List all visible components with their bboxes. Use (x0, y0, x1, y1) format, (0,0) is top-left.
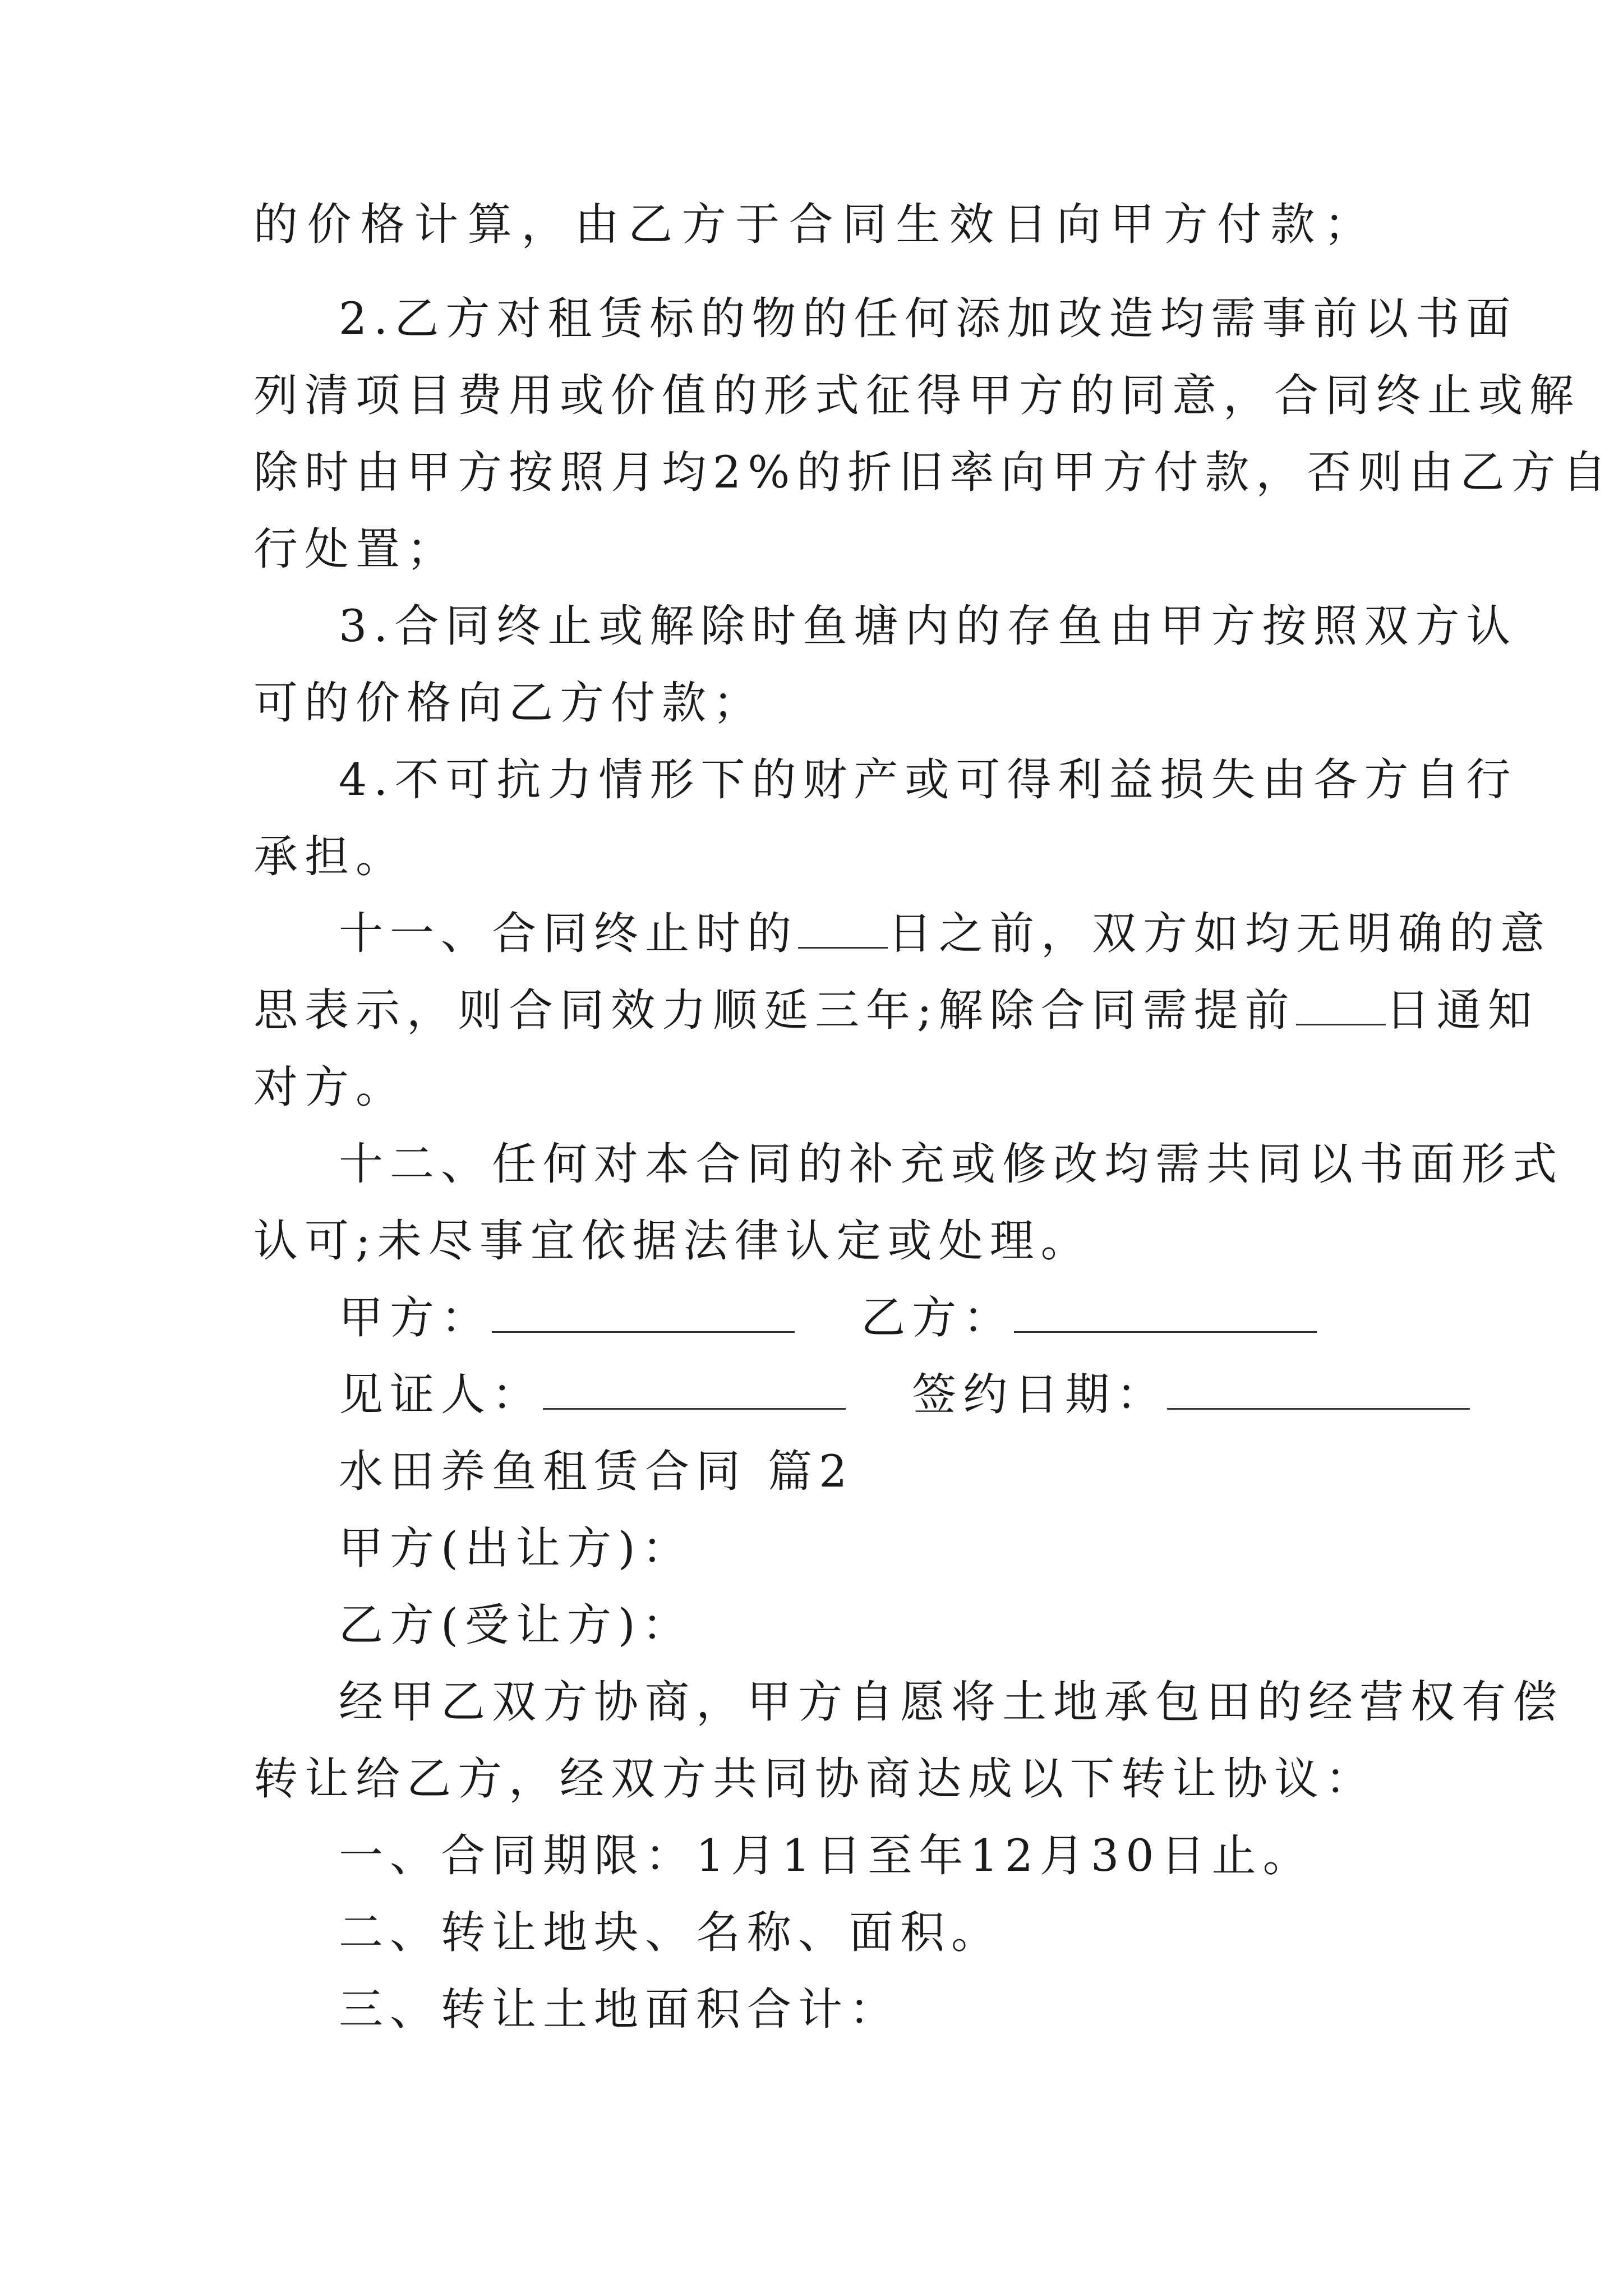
blank-notice-days-field[interactable] (1296, 983, 1386, 1025)
clause-10-4-line: 4.不可抗力情形下的财产或可得利益损失由各方自行 (339, 754, 1518, 806)
text-line: 可的价格向乙方付款； (253, 677, 764, 729)
text-line: 行处置； (253, 523, 458, 575)
blank-days-field[interactable] (798, 907, 888, 949)
clause-1-line: 一、合同期限：1月1日至年12月30日止。 (339, 1830, 1314, 1881)
text-line: 转让给乙方，经双方共同协商达成以下转让协议： (253, 1753, 1376, 1805)
clause-11-text: 日通知 (1385, 984, 1539, 1036)
witness-signature-field[interactable] (543, 1368, 846, 1410)
clause-11-line (339, 895, 1551, 972)
text-line: 认可;未尽事宜依据法律认定或处理。 (253, 1215, 1092, 1267)
clause-11-text: 日之前，双方如均无明确的意 (888, 908, 1551, 959)
clause-10-3-line: 3.合同终止或解除时鱼塘内的存鱼由甲方按照双方认 (339, 600, 1518, 652)
text-line: 除时由甲方按照月均2%的折旧率向甲方付款，否则由乙方自 (253, 447, 1613, 498)
sign-date-label: 签约日期： (912, 1369, 1168, 1420)
text-line: 承担。 (253, 831, 407, 882)
text-line: 的价格计算，由乙方于合同生效日向甲方付款； (253, 199, 1375, 250)
clause-2-line: 二、转让地块、名称、面积。 (339, 1907, 1002, 1958)
clause-10-2-line: 2.乙方对租赁标的物的任何添加改造均需事前以书面 (339, 293, 1518, 344)
text-line: 列清项目费用或价值的形式征得甲方的同意，合同终止或解 (253, 370, 1580, 421)
text-line (253, 972, 1539, 1049)
party-a-label: 甲方： (339, 1292, 492, 1343)
witness-label: 见证人： (339, 1369, 543, 1420)
text-line: 经甲乙双方协商，甲方自愿将土地承包田的经营权有偿 (339, 1676, 1564, 1728)
section-title: 水田养鱼租赁合同 篇2 (339, 1446, 854, 1497)
party-b-label: 乙方： (861, 1292, 1015, 1343)
text-line: 对方。 (253, 1061, 407, 1113)
party-b-signature-field[interactable] (1014, 1291, 1317, 1333)
clause-12-line: 十二、任何对本合同的补充或修改均需共同以书面形式 (339, 1138, 1564, 1190)
clause-11-text: 十一、合同终止时的 (339, 908, 798, 959)
signature-row-witness-date (339, 1356, 1375, 1433)
signature-row-parties (339, 1280, 1375, 1356)
clause-11-text: 思表示，则合同效力顺延三年;解除合同需提前 (253, 984, 1296, 1036)
party-a-signature-field[interactable] (492, 1291, 795, 1333)
party-b-heading: 乙方(受让方)： (339, 1599, 693, 1651)
sign-date-field[interactable] (1167, 1368, 1470, 1410)
party-a-heading: 甲方(出让方)： (339, 1522, 693, 1574)
clause-3-line: 三、转让土地面积合计： (339, 1984, 900, 2035)
